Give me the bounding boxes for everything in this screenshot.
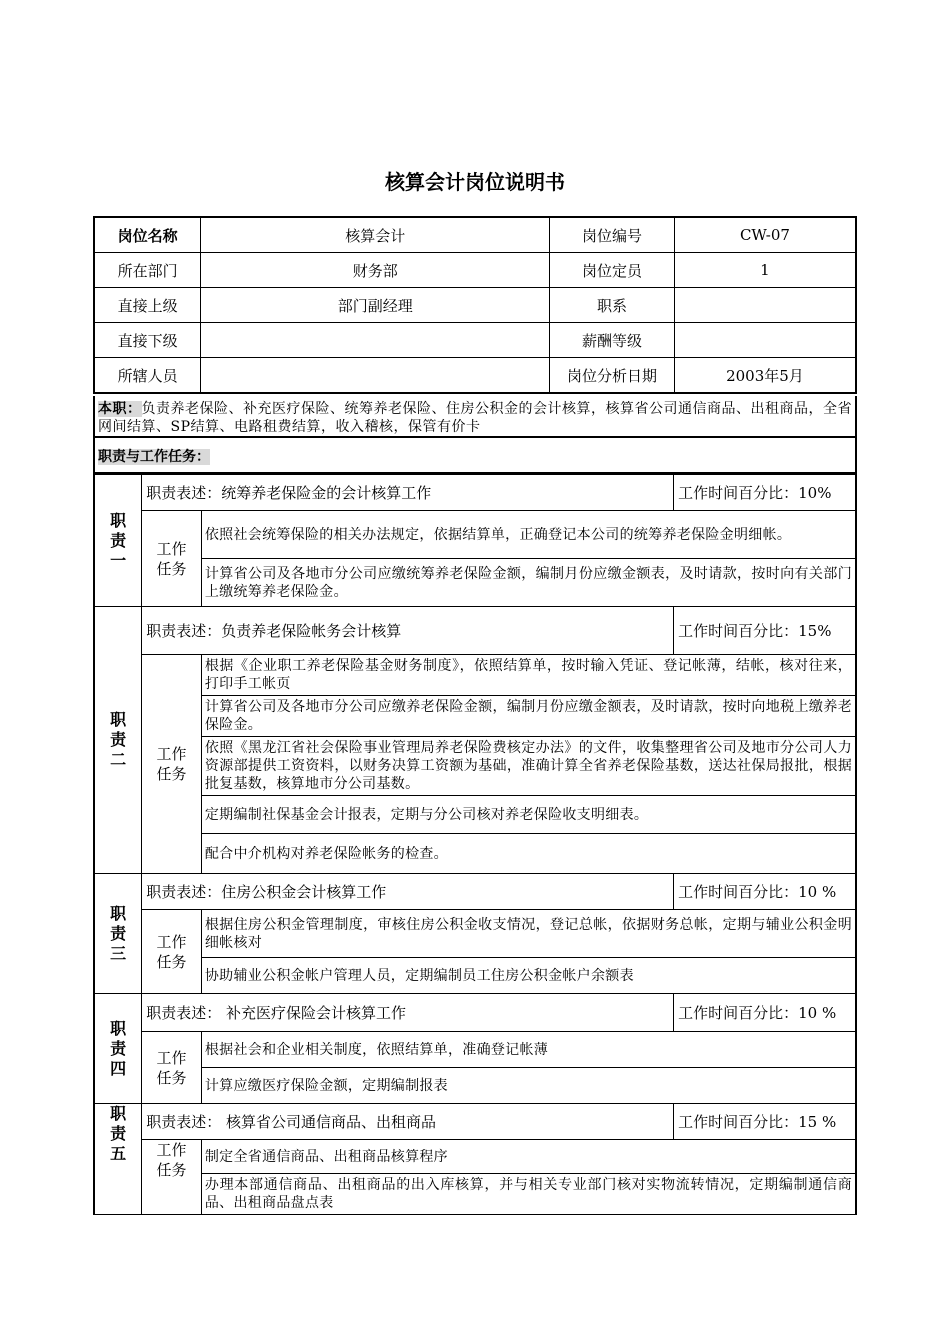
duties-table <box>93 474 857 1215</box>
task-row <box>94 796 856 834</box>
duty-2-task-4: 定期编制社保基金会计报表，定期与分公司核对养老保险收支明细表。 <box>201 796 856 834</box>
duty-row <box>94 874 856 910</box>
date-label: 岗位分析日期 <box>550 358 675 394</box>
duty-3-task-2: 协助辅业公积金帐户管理人员，定期编制员工住房公积金帐户余额表 <box>201 958 856 994</box>
subordinate-value <box>201 323 550 358</box>
post-code-label: 岗位编号 <box>550 217 675 253</box>
work-label-text: 工作 任务 <box>156 539 187 578</box>
date-value: 2003年5月 <box>674 358 856 394</box>
duty-3-task-1: 根据住房公积金管理制度，审核住房公积金收支情况，登记总帐，依据财务总帐，定期与辅业公积金明细帐核对 <box>201 910 856 958</box>
duty-label-text: 职 责 三 <box>110 903 127 963</box>
dept-value: 财务部 <box>201 253 550 288</box>
duty-1-pct: 工作时间百分比：10% <box>674 475 856 511</box>
duty-summary-text: 负责养老保险、补充医疗保险、统筹养老保险、住房公积金的会计核算，核算省公司通信商品、出租商品，全省网间结算、SP结算、电路租费结算，收入稽核，保管有价卡 <box>98 401 852 435</box>
salary-label: 薪酬等级 <box>550 323 675 358</box>
dept-label: 所在部门 <box>94 253 201 288</box>
duty-5-task-2: 办理本部通信商品、出租商品的出入库核算，并与相关专业部门核对实物流转情况，定期编制通信商品、出租商品盘点表 <box>201 1174 856 1215</box>
duty-1-label <box>94 475 142 607</box>
duty-5-label <box>94 1104 142 1215</box>
duty-2-desc: 职责表述：负责养老保险帐务会计核算 <box>142 607 674 655</box>
duty-3-pct: 工作时间百分比：10 % <box>674 874 856 910</box>
post-name-label: 岗位名称 <box>94 217 201 253</box>
duty-5-task-1: 制定全省通信商品、出租商品核算程序 <box>201 1140 856 1174</box>
info-row <box>94 217 856 253</box>
duty-label-text: 职 责 五 <box>110 1104 127 1163</box>
subordinate-label: 直接下级 <box>94 323 201 358</box>
superior-value: 部门副经理 <box>201 288 550 323</box>
work-task-label <box>142 511 202 607</box>
quota-value: 1 <box>674 253 856 288</box>
task-row <box>94 910 856 958</box>
duty-1-desc: 职责表述：统筹养老保险金的会计核算工作 <box>142 475 674 511</box>
duty-4-task-2: 计算应缴医疗保险金额，定期编制报表 <box>201 1068 856 1104</box>
duty-3-desc: 职责表述：住房公积金会计核算工作 <box>142 874 674 910</box>
duty-2-label <box>94 607 142 874</box>
task-row <box>94 655 856 696</box>
task-row <box>94 696 856 737</box>
tasks-header <box>93 438 857 474</box>
duty-2-pct: 工作时间百分比：15% <box>674 607 856 655</box>
task-row <box>94 1068 856 1104</box>
work-task-label <box>142 1032 202 1104</box>
duty-2-task-5: 配合中介机构对养老保险帐务的检查。 <box>201 834 856 874</box>
duty-label-text: 职 责 二 <box>110 710 127 769</box>
series-value <box>674 288 856 323</box>
task-row <box>94 958 856 994</box>
duty-row <box>94 994 856 1032</box>
duty-2-task-2: 计算省公司及各地市分公司应缴养老保险金额，编制月份应缴金额表，及时请款，按时向地税上缴养老保险金。 <box>201 696 856 737</box>
duty-summary-label: 本职： <box>98 401 142 417</box>
duty-label-text: 职 责 四 <box>110 1018 127 1078</box>
basic-info-table <box>93 216 857 394</box>
duty-5-desc: 职责表述： 核算省公司通信商品、出租商品 <box>142 1104 674 1140</box>
duty-row <box>94 607 856 655</box>
work-task-label <box>142 1140 202 1215</box>
info-row <box>94 323 856 358</box>
work-label-text: 工作 任务 <box>156 1048 187 1087</box>
duty-label-text: 职 责 一 <box>110 510 127 570</box>
managed-label: 所辖人员 <box>94 358 201 394</box>
duty-2-task-3: 依照《黑龙江省社会保险事业管理局养老保险费核定办法》的文件，收集整理省公司及地市分公司人力资源部提供工资资料，以财务决算工资额为基础，准确计算全省养老保险基数，送达社保局报批，根据批复基数，核算地市分公司基数。 <box>201 737 856 796</box>
task-row <box>94 559 856 607</box>
duty-4-label <box>94 994 142 1104</box>
duty-3-label <box>94 874 142 994</box>
work-task-label <box>142 910 202 994</box>
task-row <box>94 511 856 559</box>
post-code-value: CW-07 <box>674 217 856 253</box>
task-row <box>94 1140 856 1174</box>
task-row <box>94 834 856 874</box>
work-label-text: 工作 任务 <box>156 932 187 971</box>
duty-row <box>94 1104 856 1140</box>
series-label: 职系 <box>550 288 675 323</box>
duty-summary <box>93 396 857 438</box>
superior-label: 直接上级 <box>94 288 201 323</box>
work-task-label <box>142 655 202 874</box>
post-name-value: 核算会计 <box>201 217 550 253</box>
managed-value <box>201 358 550 394</box>
duty-5-pct: 工作时间百分比：15 % <box>674 1104 856 1140</box>
tasks-header-label: 职责与工作任务： <box>98 449 210 465</box>
salary-value <box>674 323 856 358</box>
page-title: 核算会计岗位说明书 <box>385 170 565 194</box>
quota-label: 岗位定员 <box>550 253 675 288</box>
work-label-text: 工作 任务 <box>156 1141 187 1179</box>
duty-4-desc: 职责表述： 补充医疗保险会计核算工作 <box>142 994 674 1032</box>
task-row <box>94 1032 856 1068</box>
info-row <box>94 253 856 288</box>
info-row <box>94 288 856 323</box>
task-row <box>94 737 856 796</box>
info-row <box>94 358 856 394</box>
duty-row <box>94 475 856 511</box>
work-label-text: 工作 任务 <box>156 745 187 783</box>
duty-4-task-1: 根据社会和企业相关制度，依照结算单，准确登记帐薄 <box>201 1032 856 1068</box>
duty-2-task-1: 根据《企业职工养老保险基金财务制度》，依照结算单，按时输入凭证、登记帐薄，结帐，核对往来，打印手工帐页 <box>201 655 856 696</box>
task-row <box>94 1174 856 1215</box>
duty-1-task-1: 依照社会统筹保险的相关办法规定，依据结算单，正确登记本公司的统筹养老保险金明细帐。 <box>201 511 856 559</box>
duty-4-pct: 工作时间百分比：10 % <box>674 994 856 1032</box>
duty-1-task-2: 计算省公司及各地市分公司应缴统筹养老保险金额，编制月份应缴金额表，及时请款，按时向有关部门上缴统筹养老保险金。 <box>201 559 856 607</box>
